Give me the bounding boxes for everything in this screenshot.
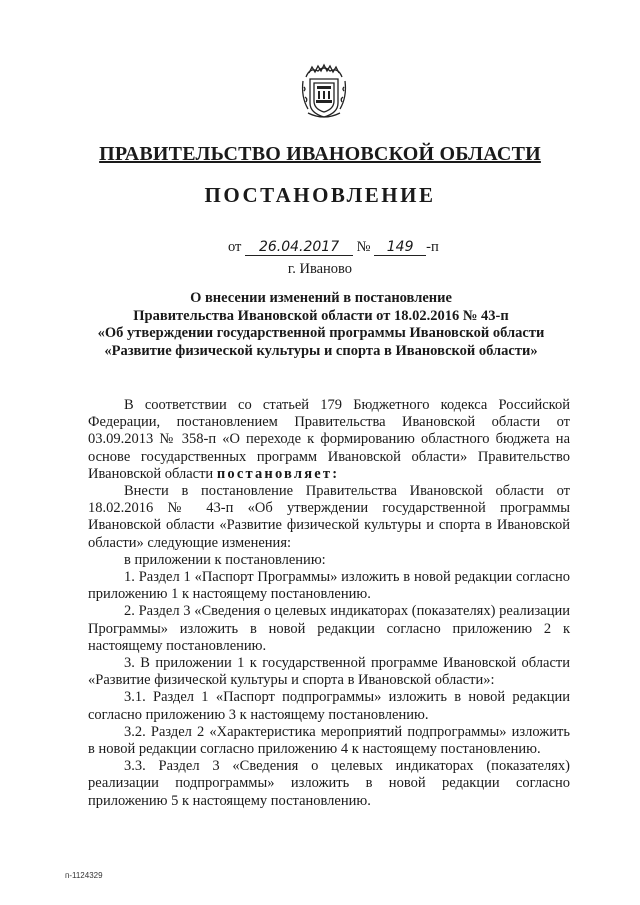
resolution-word: постановляет: [216, 465, 340, 482]
coat-of-arms-icon [300, 63, 348, 121]
paragraph: 3.1. Раздел 1 «Паспорт подпрограммы» изложить в новой редакции согласно приложению 3 к настоящему постановлению. [88, 689, 570, 723]
paragraph: 3.2. Раздел 2 «Характеристика мероприятий подпрограммы» изложить в новой редакции согласно приложению 4 к настоящему постановлению. [88, 723, 570, 758]
document-date: 26.04.2017 [245, 240, 353, 256]
document-subject [86, 290, 556, 360]
subject-line: Правительства Ивановской области от 18.02.2016 № 43-п [133, 307, 509, 324]
paragraph: в приложении к постановлению: [124, 551, 326, 568]
subject-line: «Об утверждении государственной программы Ивановской области [97, 325, 545, 341]
paragraph-text: В соответствии со статьей 179 Бюджетного кодекса Российской Федерации, постановлением Правительства Ивановской области от 03.09.2013 № 358-п «О переходе к формированию областного бюджета на основе государственных программ Ивановской области» Правительство Ивановской области [88, 397, 570, 482]
paragraph: 3. В приложении 1 к государственной программе Ивановской области «Развитие физической культуры и спорта в Ивановской области»: [88, 655, 570, 689]
paragraph: 1. Раздел 1 «Паспорт Программы» изложить в новой редакции согласно приложению 1 к настоящему постановлению. [88, 569, 570, 603]
government-title: ПРАВИТЕЛЬСТВО ИВАНОВСКОЙ ОБЛАСТИ [99, 143, 541, 165]
subject-line: О внесении изменений в постановление [190, 290, 452, 306]
document-type: ПОСТАНОВЛЕНИЕ [204, 183, 436, 207]
paragraph: 2. Раздел 3 «Сведения о целевых индикаторах (показателях) реализации Программы» изложить в новой редакции согласно приложению 2 к настоящему постановлению. [88, 603, 570, 654]
paragraph: Внести в постановление Правительства Ивановской области от 18.02.2016 № 43-п «Об утверждении государственной программы Ивановской области «Развитие физической культуры и спорта в Ивановской области» следующие изменения: [88, 483, 570, 551]
city: г. Иваново [287, 261, 353, 277]
paragraph [88, 397, 570, 483]
date-prefix: от [228, 239, 242, 255]
date-number-line [228, 239, 439, 256]
document-number: 149 [374, 240, 426, 256]
subject-line: «Развитие физической культуры и спорта в Ивановской области» [104, 342, 538, 359]
paragraph: 3.3. Раздел 3 «Сведения о целевых индикаторах (показателях) реализации подпрограммы» изложить в новой редакции согласно приложению 5 к настоящему постановлению. [88, 758, 570, 809]
document-body [88, 397, 570, 810]
number-sign: № [356, 239, 371, 255]
document-code: п-1124329 [65, 871, 103, 880]
number-suffix: -п [426, 239, 439, 255]
